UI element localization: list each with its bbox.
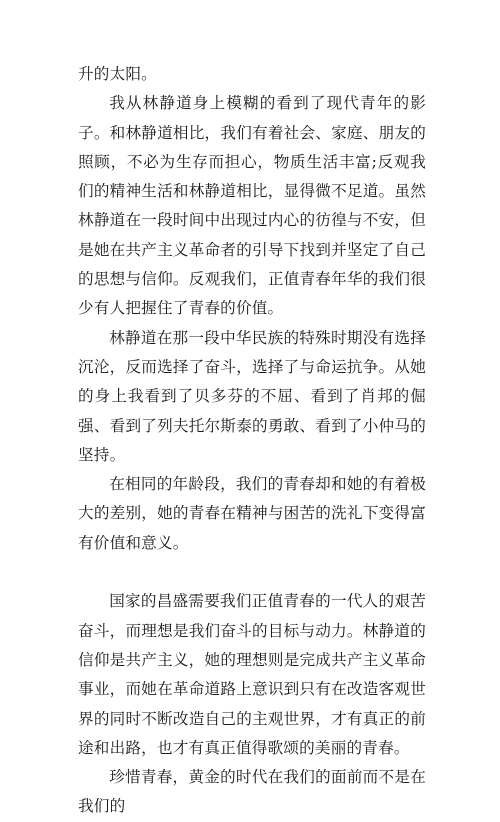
paragraph-continuation: 升的太阳。 bbox=[78, 65, 157, 83]
paragraph: 在相同的年龄段，我们的青春却和她的有着极大的差别，她的青春在精神与困苦的洗礼下变得富有价值和意义。 bbox=[78, 475, 426, 552]
paragraph: 国家的昌盛需要我们正值青春的一代人的艰苦奋斗，而理想是我们奋斗的目标与动力。林静道的信仰是共产主义，她的理想则是完成共产主义革命事业，而她在革命道路上意识到只有在改造客观世界的同时不断改造自己的主观世界，才有真正的前途和出路，也才有真正值得歌颂的美丽的青春。 bbox=[78, 592, 426, 757]
paragraph: 林静道在那一段中华民族的特殊时期没有选择沉沦，反而选择了奋斗，选择了与命运抗争。从她的身上我看到了贝多芬的不屈、看到了肖邦的倔强、看到了列夫托尔斯泰的勇敢、看到了小仲马的坚持。 bbox=[78, 328, 426, 464]
paragraph: 珍惜青春，黄金的时代在我们的面前而不是在我们的 bbox=[78, 768, 426, 816]
paragraph: 我从林静道身上模糊的看到了现代青年的影子。和林静道相比，我们有着社会、家庭、朋友的照顾，不必为生存而担心，物质生活丰富;反观我们的精神生活和林静道相比，显得微不足道。虽然林静道在一段时间中出现过内心的彷徨与不安，但是她在共产主义革命者的引导下找到并坚定了自己的思想与信仰。反观我们，正值青春年华的我们很少有人把握住了青春的价值。 bbox=[78, 94, 426, 318]
body-text bbox=[78, 60, 426, 822]
paragraph-spacer bbox=[78, 558, 426, 587]
